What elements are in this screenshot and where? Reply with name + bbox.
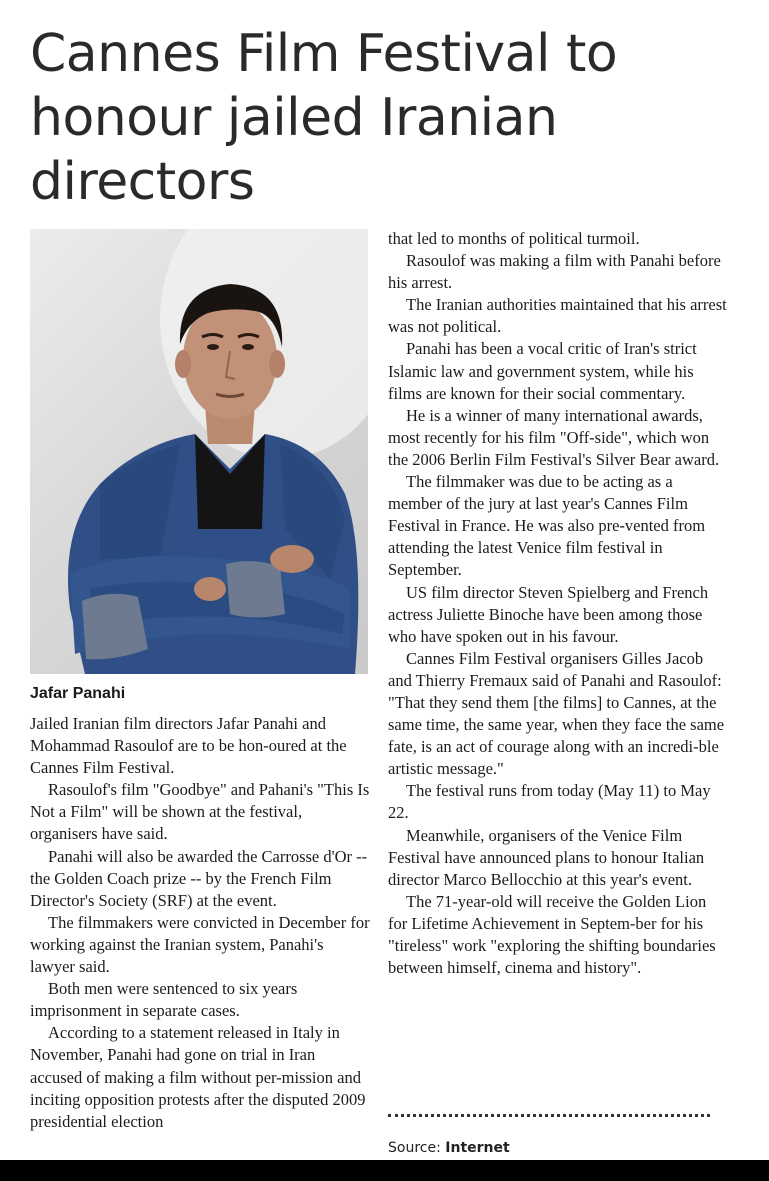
director-photo (30, 229, 368, 674)
paragraph: Meanwhile, organisers of the Venice Film Festival have announced plans to honour Italian director Marco Bellocchio at this year's event. (388, 825, 705, 889)
bottom-bar (0, 1160, 769, 1181)
paragraph: According to a statement released in Italy in November, Panahi had gone on trial in Iran accused of making a film without per-mission and inciting opposition protests after the disputed 2009 presidential election (30, 1023, 366, 1131)
paragraph: Rasoulof was making a film with Panahi before his arrest. (388, 251, 721, 293)
paragraph: Rasoulof's film "Goodbye" and Pahani's "This Is Not a Film" will be shown at the festival, organisers have said. (30, 780, 370, 844)
article-headline: Cannes Film Festival to honour jailed Iranian directors (30, 24, 618, 212)
paragraph: The 71-year-old will receive the Golden Lion for Lifetime Achievement in Septem-ber for his "tireless" work "exploring the shifting boundaries between himself, cinema and history". (388, 891, 716, 978)
photo-caption: Jafar Panahi (30, 685, 126, 702)
paragraph: US film director Steven Spielberg and French actress Juliette Binoche have been among those who have spoken out in his favour. (388, 582, 709, 646)
paragraph: Cannes Film Festival organisers Gilles Jacob and Thierry Fremaux said of Panahi and Rasoulof: "That they send them [the films] to Cannes, at the same time, the same year, when they face the same fate, is an act of courage along with an incredi-ble artistic message." (388, 648, 725, 779)
paragraph: Panahi has been a vocal critic of Iran's strict Islamic law and government system, while his films are known for their social commentary. (388, 339, 697, 403)
paragraph: Panahi will also be awarded the Carrosse d'Or -- the Golden Coach prize -- by the French Film Director's Society (SRF) at the event. (30, 846, 368, 910)
dotted-divider (388, 1114, 710, 1117)
paragraph: The filmmaker was due to be acting as a member of the jury at last year's Cannes Film Festival in France. He was also pre-vented from attending the latest Venice film festival in September. (388, 472, 706, 580)
paragraph: The Iranian authorities maintained that his arrest was not political. (388, 295, 727, 337)
paragraph: The festival runs from today (May 11) to May 22. (388, 781, 711, 823)
source-label: Source: (388, 1140, 441, 1156)
source-value: Internet (445, 1140, 510, 1156)
paragraph: that led to months of political turmoil. (388, 229, 640, 248)
paragraph: Both men were sentenced to six years imprisonment in separate cases. (30, 979, 298, 1021)
portrait-illustration (30, 229, 368, 674)
source-credit (388, 1140, 510, 1156)
paragraph: He is a winner of many international awards, most recently for his film "Off-side", which won the 2006 Berlin Film Festival's Silver Bear award. (388, 405, 720, 469)
paragraph: The filmmakers were convicted in December for working against the Iranian system, Panahi's lawyer said. (30, 912, 370, 977)
paragraph: Jailed Iranian film directors Jafar Panahi and Mohammad Rasoulof are to be hon-oured at the Cannes Film Festival. (30, 714, 347, 778)
article-column-left (30, 713, 370, 1133)
article-column-right (388, 228, 728, 979)
